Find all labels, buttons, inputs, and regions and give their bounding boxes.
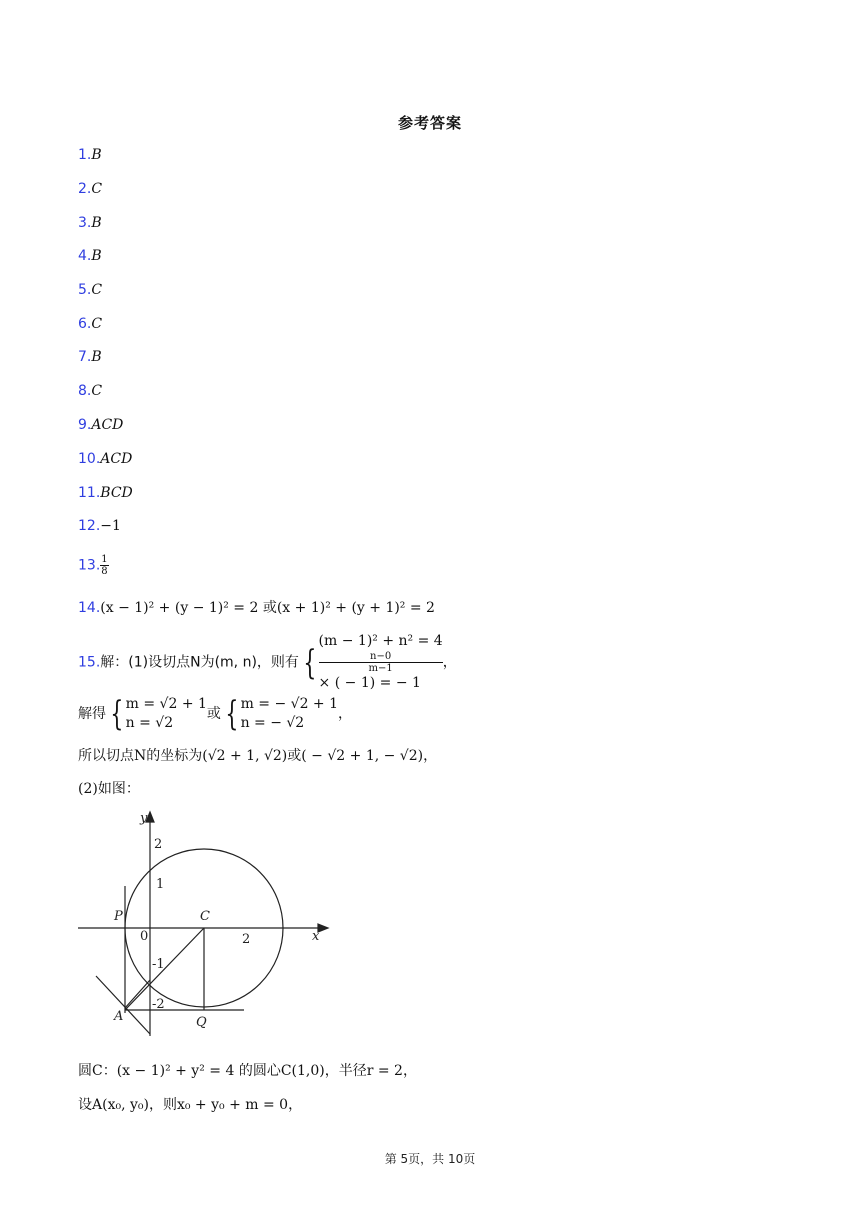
answer-line: 12.−1: [78, 518, 121, 534]
label-q: Q: [196, 1015, 207, 1030]
label-c: C: [200, 909, 210, 924]
tick-minus2: -2: [152, 997, 165, 1012]
page-title: 参考答案: [397, 114, 462, 132]
tangent-segment: [125, 980, 150, 1008]
answer-line: 7.B: [78, 349, 102, 365]
label-x: x: [312, 929, 320, 944]
solution-15-part1: 15.解：(1)设切点N为(m, n)，则有 { (m − 1)² + n² = 4 n−0 m−1 × ( − 1) = − 1 ，: [78, 633, 457, 691]
answer-line: 10.ACD: [78, 451, 133, 467]
answer-line: 11.BCD: [78, 485, 133, 501]
solution-15-set: 设A(x₀, y₀)，则x₀ + y₀ + m = 0，: [78, 1097, 303, 1113]
answer-line: 8.C: [78, 383, 103, 399]
answer-line-13: 13. $\frac{1}{8}$: [78, 554, 108, 577]
tick-1-y: 1: [156, 877, 165, 892]
label-origin: 0: [140, 929, 149, 944]
answer-line: 2.C: [78, 181, 103, 197]
answer-line: 5.C: [78, 282, 103, 298]
answer-line: 4.B: [78, 248, 102, 264]
tick-2-y: 2: [154, 837, 163, 852]
line-l: [96, 976, 150, 1034]
solution-15-solve: 解得 { m = √2 + 1 n = √2 或 { m = − √2 + 1 n = − √2 ，: [78, 694, 353, 734]
answer-line-14: 14.(x − 1)² + (y − 1)² = 2 或(x + 1)² + (y + 1)² = 2: [78, 600, 435, 616]
page-footer: 第 5页，共 10页: [384, 1152, 476, 1166]
label-y: y: [140, 811, 148, 826]
fraction: $\frac{1}{8}$: [101, 554, 108, 577]
answer-line: 9.ACD: [78, 417, 124, 433]
geometry-figure: [78, 808, 338, 1038]
label-a: A: [114, 1009, 124, 1024]
x-axis-arrow: [318, 924, 328, 932]
tick-minus1: -1: [152, 957, 165, 972]
answer-line: 1.B: [78, 147, 102, 163]
solution-15-part2: (2)如图：: [78, 781, 140, 797]
solution-15-circle: 圆C：(x − 1)² + y² = 4 的圆心C(1,0)，半径r = 2，: [78, 1063, 417, 1079]
label-p: P: [114, 909, 123, 924]
equation-system: { (m − 1)² + n² = 4 n−0 m−1 × ( − 1) = − 1: [303, 633, 443, 691]
answer-line: 3.B: [78, 215, 102, 231]
answer-line: 6.C: [78, 316, 103, 332]
tick-2-x: 2: [242, 932, 251, 947]
solution-15-conclusion: 所以切点N的坐标为(√2 + 1, √2)或( − √2 + 1, − √2)，: [78, 748, 438, 764]
